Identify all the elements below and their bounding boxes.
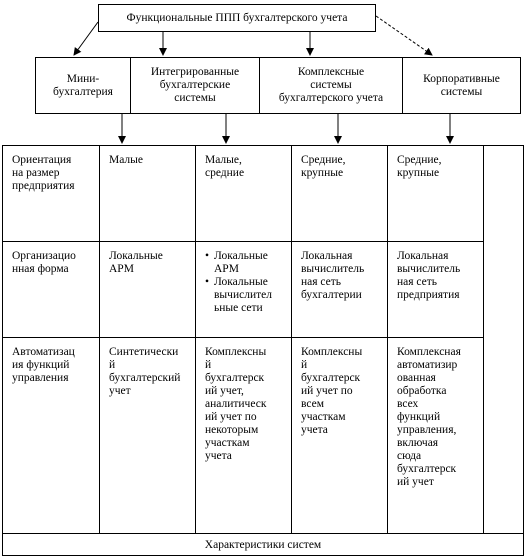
table-divider (3, 241, 483, 242)
cell-line: ий учет, (205, 385, 244, 397)
row-label-size (12, 154, 97, 193)
cell-integrated-form (205, 250, 293, 315)
cell-line: обработка (397, 385, 447, 397)
cell-mini-form (109, 250, 194, 276)
table-divider (195, 146, 196, 533)
cell-integrated-size (205, 154, 290, 180)
cell-line: Малые, (205, 154, 242, 166)
table-divider (387, 146, 388, 533)
cell-line: АРМ (214, 263, 239, 275)
cell-line: Синтетически (109, 346, 179, 358)
cell-line: Локальная (397, 250, 449, 262)
table-divider (291, 146, 292, 533)
cell-line: й (205, 359, 212, 371)
category-complex (259, 57, 403, 114)
cell-line: крупные (397, 167, 440, 179)
category-corporate-line: системы (440, 85, 483, 98)
cell-line: крупные (301, 167, 344, 179)
cell-line: аналитическ (205, 398, 267, 410)
cell-line: Средние, (301, 154, 346, 166)
category-mini-line: Мини- (66, 72, 100, 85)
characteristics-table (2, 145, 524, 556)
cell-line: всех (397, 398, 419, 410)
cell-line: ий учет (397, 476, 434, 488)
row-label-line: предприятия (12, 180, 75, 192)
category-integrated-line: системы (174, 92, 216, 104)
cell-mini-size (109, 154, 194, 167)
row-label-line: нная форма (12, 263, 69, 275)
table-footer (3, 539, 523, 552)
cell-line: сюда (397, 450, 422, 462)
cell-line: средние (205, 167, 245, 179)
cell-line: ьные сети (214, 302, 263, 314)
cell-corporate-form (397, 250, 482, 302)
cell-line: бухгалтерский (109, 372, 181, 384)
cell-mini-automation (109, 346, 197, 398)
bullet-item (205, 250, 293, 276)
category-complex-line: системы (310, 79, 352, 91)
cell-line: Малые (109, 154, 144, 166)
cell-line: ная сеть (397, 276, 438, 288)
table-divider (3, 337, 483, 338)
cell-line: Локальные (214, 276, 268, 288)
cell-line: Средние, (397, 154, 442, 166)
cell-line: ная сеть (301, 276, 342, 288)
cell-line: Локальные (214, 250, 268, 262)
cell-line: бухгалтерии (301, 289, 362, 301)
row-label-line: Автоматизац (12, 346, 75, 358)
cell-line: ованная (397, 372, 436, 384)
category-integrated (130, 57, 260, 114)
diagram-title-text: Функциональные ППП бухгалтерского учета (126, 11, 348, 24)
cell-line: Локальные (109, 250, 163, 262)
cell-integrated-automation (205, 346, 290, 463)
cell-line: ий учет по (205, 411, 257, 423)
category-complex-line: Комплексные (297, 66, 365, 78)
cell-line: Комплексны (301, 346, 363, 358)
cell-line: некоторым (205, 424, 259, 436)
diagram-title (98, 4, 376, 32)
cell-line: всем (301, 398, 324, 410)
row-label-line: Организацио (12, 250, 76, 262)
row-label-line: управления (12, 372, 69, 384)
bullet-item (205, 276, 293, 315)
cell-line: автоматизир (397, 359, 458, 371)
cell-complex-automation (301, 346, 386, 437)
table-divider (483, 146, 484, 533)
row-label-line: ия функций (12, 359, 70, 371)
row-label-form (12, 250, 97, 276)
cell-complex-size (301, 154, 386, 180)
category-complex-line: бухгалтерского учета (278, 92, 384, 104)
cell-complex-form (301, 250, 386, 302)
cell-line: АРМ (109, 263, 134, 275)
category-mini-line: бухгалтерия (53, 85, 113, 98)
cell-line: включая (397, 437, 439, 449)
row-label-line: Ориентация (12, 154, 72, 166)
cell-line: функций (397, 411, 441, 423)
category-integrated-line: Интегрированные (150, 66, 240, 78)
cell-line: Локальная (301, 250, 353, 262)
cell-line: вычислител (214, 289, 272, 301)
cell-line: участкам (301, 411, 346, 423)
category-corporate-line: Корпоративные (423, 72, 500, 85)
cell-corporate-size (397, 154, 482, 180)
cell-line: предприятия (397, 289, 460, 301)
table-footer-text: Характеристики систем (204, 539, 322, 551)
category-mini (35, 57, 131, 114)
row-label-line: на размер (12, 167, 60, 179)
cell-corporate-automation (397, 346, 482, 489)
category-integrated-line: бухгалтерские (159, 79, 231, 91)
row-label-automation (12, 346, 97, 385)
cell-line: учет (109, 385, 131, 397)
cell-line: й (109, 359, 116, 371)
cell-line: бухгалтерск (301, 372, 361, 384)
cell-line: вычислитель (301, 263, 365, 275)
cell-line: й (301, 359, 308, 371)
table-divider (3, 533, 523, 534)
category-corporate (402, 57, 521, 114)
cell-line: бухгалтерск (205, 372, 265, 384)
cell-line: Комплексная (397, 346, 461, 358)
cell-line: ий учет по (301, 385, 353, 397)
cell-line: Комплексны (205, 346, 267, 358)
cell-line: учета (205, 450, 232, 462)
cell-line: бухгалтерск (397, 463, 457, 475)
table-divider (99, 146, 100, 533)
arrow-to-mini (74, 22, 98, 55)
cell-line: вычислитель (397, 263, 461, 275)
cell-line: участкам (205, 437, 250, 449)
cell-line: управления, (397, 424, 457, 436)
arrow-to-corporate (376, 16, 432, 55)
cell-line: учета (301, 424, 328, 436)
